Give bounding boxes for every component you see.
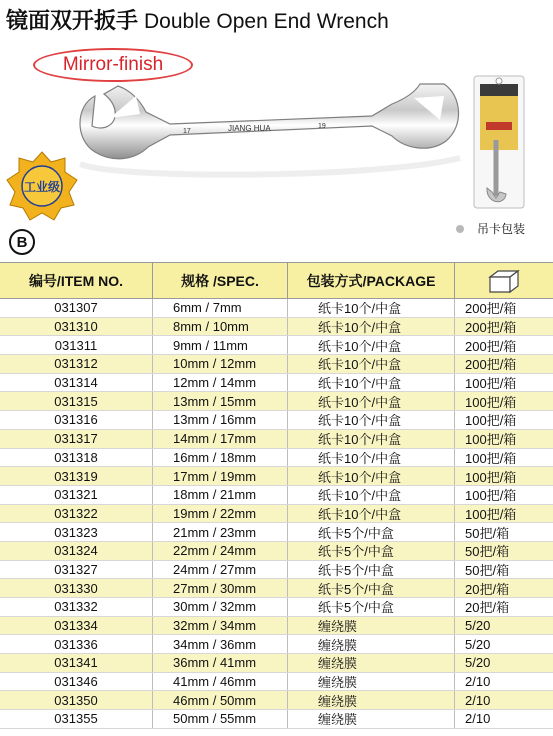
header-carton: [455, 263, 553, 298]
spec-cell: 12mm / 14mm: [153, 374, 288, 392]
item-no-cell: 031307: [0, 299, 153, 317]
table-row: [0, 561, 553, 580]
carton-qty-cell: 100把/箱: [465, 432, 517, 448]
package-cell: 纸卡5个/中盒: [288, 523, 455, 541]
table-row: [0, 411, 553, 430]
spec-cell: 13mm / 16mm: [153, 411, 288, 429]
table-body: [0, 299, 553, 729]
carton-qty-cell: 100把/箱: [465, 450, 517, 466]
package-cell: 纸卡5个/中盒: [288, 561, 455, 579]
package-cell: 纸卡10个/中盒: [288, 411, 455, 429]
carton-qty-cell: 2/10: [465, 692, 491, 708]
package-cell: 纸卡5个/中盒: [288, 579, 455, 597]
mirror-finish-badge: [33, 48, 193, 82]
table-row: [0, 299, 553, 318]
package-cell: 纸卡5个/中盒: [288, 542, 455, 560]
item-no-cell: 031314: [0, 374, 153, 392]
item-no-cell: 031321: [0, 486, 153, 504]
item-no-cell: 031323: [0, 523, 153, 541]
hanger-package-label: [456, 220, 525, 237]
spec-cell: 41mm / 46mm: [153, 673, 288, 691]
spec-cell: 24mm / 27mm: [153, 561, 288, 579]
table-row: [0, 635, 553, 654]
carton-qty-cell: 20把/箱: [465, 581, 510, 597]
item-no-cell: 031315: [0, 392, 153, 410]
carton-qty-cell: 100把/箱: [465, 506, 517, 522]
carton-qty-cell: 200把/箱: [465, 301, 517, 317]
item-no-cell: 031350: [0, 691, 153, 709]
table-row: [0, 617, 553, 636]
carton-qty-cell: 200把/箱: [465, 357, 517, 373]
carton-qty-cell: 200把/箱: [465, 320, 517, 336]
carton-box-icon: [486, 268, 522, 294]
carton-qty-cell: 100把/箱: [465, 376, 517, 392]
spec-cell: 17mm / 19mm: [153, 467, 288, 485]
table-row: [0, 392, 553, 411]
spec-cell: 9mm / 11mm: [153, 336, 288, 354]
spec-cell: 36mm / 41mm: [153, 654, 288, 672]
table-row: [0, 579, 553, 598]
table-row: [0, 318, 553, 337]
table-row: [0, 467, 553, 486]
package-cell: 纸卡10个/中盒: [288, 486, 455, 504]
spec-cell: 46mm / 50mm: [153, 691, 288, 709]
item-no-cell: 031319: [0, 467, 153, 485]
item-no-cell: 031332: [0, 598, 153, 616]
grade-seal-icon: [7, 152, 77, 220]
title-en: Double Open End Wrench: [144, 10, 389, 33]
hanger-package-text: 吊卡包装: [477, 222, 526, 236]
carton-qty-cell: 5/20: [465, 636, 491, 652]
hanger-card-image: [474, 76, 524, 208]
item-no-cell: 031322: [0, 505, 153, 523]
carton-qty-cell: 5/20: [465, 655, 491, 671]
table-row: [0, 505, 553, 524]
table-row: [0, 374, 553, 393]
carton-qty-cell: 2/10: [465, 674, 491, 690]
package-cell: 缠绕膜: [288, 673, 455, 691]
header-package: 包装方式/PACKAGE: [288, 263, 455, 298]
package-cell: 纸卡10个/中盒: [288, 336, 455, 354]
package-cell: 纸卡10个/中盒: [288, 467, 455, 485]
table-row: [0, 598, 553, 617]
grade-b-letter: B: [16, 233, 28, 251]
table-row: [0, 336, 553, 355]
package-cell: 纸卡10个/中盒: [288, 355, 455, 373]
package-cell: 缠绕膜: [288, 654, 455, 672]
table-row: [0, 523, 553, 542]
item-no-cell: 031324: [0, 542, 153, 560]
item-no-cell: 031327: [0, 561, 153, 579]
spec-cell: 30mm / 32mm: [153, 598, 288, 616]
item-no-cell: 031318: [0, 449, 153, 467]
header-item-no: 编号/ITEM NO.: [0, 263, 153, 298]
wrench-brand: JIANG HUA: [228, 124, 271, 133]
grade-b-icon: [9, 229, 35, 255]
bullet-dot-icon: [456, 225, 464, 233]
carton-qty-cell: 100把/箱: [465, 394, 517, 410]
spec-cell: 6mm / 7mm: [153, 299, 288, 317]
package-cell: 纸卡10个/中盒: [288, 318, 455, 336]
title-cn: 镜面双开扳手: [6, 9, 139, 34]
carton-qty-cell: 20把/箱: [465, 600, 510, 616]
package-cell: 缠绕膜: [288, 617, 455, 635]
spec-cell: 10mm / 12mm: [153, 355, 288, 373]
package-cell: 缠绕膜: [288, 635, 455, 653]
item-no-cell: 031336: [0, 635, 153, 653]
table-row: [0, 710, 553, 729]
spec-cell: 19mm / 22mm: [153, 505, 288, 523]
item-no-cell: 031355: [0, 710, 153, 728]
spec-cell: 8mm / 10mm: [153, 318, 288, 336]
carton-qty-cell: 50把/箱: [465, 525, 510, 541]
table-row: [0, 691, 553, 710]
wrench-size-right: 19: [318, 123, 326, 130]
spec-cell: 16mm / 18mm: [153, 449, 288, 467]
package-cell: 纸卡10个/中盒: [288, 505, 455, 523]
item-no-cell: 031310: [0, 318, 153, 336]
package-cell: 纸卡10个/中盒: [288, 392, 455, 410]
item-no-cell: 031334: [0, 617, 153, 635]
carton-qty-cell: 5/20: [465, 618, 491, 634]
table-row: [0, 449, 553, 468]
table-row: [0, 673, 553, 692]
item-no-cell: 031330: [0, 579, 153, 597]
package-cell: 纸卡10个/中盒: [288, 430, 455, 448]
package-cell: 缠绕膜: [288, 710, 455, 728]
spec-cell: 13mm / 15mm: [153, 392, 288, 410]
spec-cell: 27mm / 30mm: [153, 579, 288, 597]
table-row: [0, 542, 553, 561]
package-cell: 缠绕膜: [288, 691, 455, 709]
package-cell: 纸卡10个/中盒: [288, 299, 455, 317]
carton-qty-cell: 100把/箱: [465, 413, 517, 429]
mirror-finish-label: Mirror-finish: [62, 54, 164, 75]
grade-seal-text: 工业级: [23, 180, 61, 194]
item-no-cell: 031311: [0, 336, 153, 354]
table-row: [0, 654, 553, 673]
carton-qty-cell: 50把/箱: [465, 562, 510, 578]
table-row: [0, 355, 553, 374]
item-no-cell: 031341: [0, 654, 153, 672]
spec-cell: 22mm / 24mm: [153, 542, 288, 560]
package-cell: 纸卡5个/中盒: [288, 598, 455, 616]
package-cell: 纸卡10个/中盒: [288, 449, 455, 467]
carton-qty-cell: 200把/箱: [465, 338, 517, 354]
page-title: [6, 4, 389, 34]
spec-cell: 14mm / 17mm: [153, 430, 288, 448]
table-row: [0, 486, 553, 505]
spec-cell: 34mm / 36mm: [153, 635, 288, 653]
item-no-cell: 031312: [0, 355, 153, 373]
spec-cell: 18mm / 21mm: [153, 486, 288, 504]
carton-qty-cell: 100把/箱: [465, 469, 517, 485]
table-header-row: [0, 263, 553, 299]
spec-cell: 21mm / 23mm: [153, 523, 288, 541]
item-no-cell: 031317: [0, 430, 153, 448]
header-spec: 规格 /SPEC.: [153, 263, 288, 298]
spec-cell: 50mm / 55mm: [153, 710, 288, 728]
item-no-cell: 031346: [0, 673, 153, 691]
spec-table: [0, 262, 553, 736]
carton-qty-cell: 100把/箱: [465, 488, 517, 504]
wrench-size-left: 17: [183, 128, 191, 135]
package-cell: 纸卡10个/中盒: [288, 374, 455, 392]
table-row: [0, 430, 553, 449]
carton-qty-cell: 50把/箱: [465, 544, 510, 560]
spec-cell: 32mm / 34mm: [153, 617, 288, 635]
carton-qty-cell: 2/10: [465, 711, 491, 727]
item-no-cell: 031316: [0, 411, 153, 429]
